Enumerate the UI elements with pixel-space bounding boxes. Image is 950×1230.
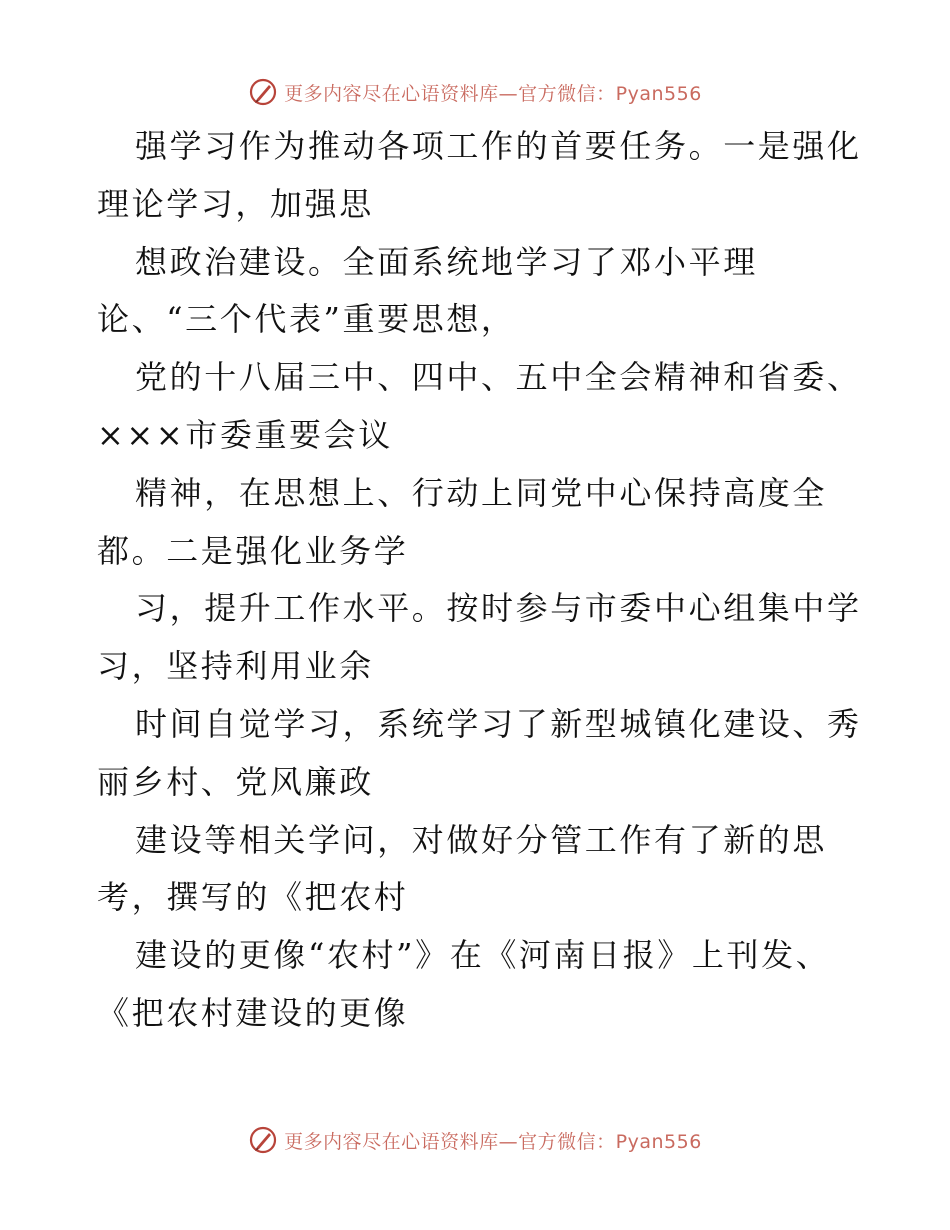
paragraph-line: 都。二是强化业务学 xyxy=(97,531,409,570)
paragraph-line: 党的十八届三中、四中、五中全会精神和省委、 xyxy=(135,358,862,397)
footer-text: 更多内容尽在心语资料库—官方微信：Pyan556 xyxy=(284,1130,702,1153)
paragraph-line: 习，提升工作水平。按时参与市委中心组集中学 xyxy=(135,589,862,628)
paragraph-line: 理论学习，加强思 xyxy=(97,184,374,223)
quill-pen-icon xyxy=(248,1125,278,1155)
paragraph-line: 建设的更像“农村”》在《河南日报》上刊发、 xyxy=(135,936,831,975)
paragraph-line: ×××市委重要会议 xyxy=(97,415,393,454)
paragraph-line: 《把农村建设的更像 xyxy=(97,993,409,1032)
paragraph-line: 习，坚持利用业余 xyxy=(97,647,374,686)
quill-pen-icon xyxy=(248,77,278,107)
header-banner xyxy=(0,72,950,112)
footer-banner xyxy=(0,1120,950,1160)
paragraph-line: 精神，在思想上、行动上同党中心保持高度全 xyxy=(135,473,828,512)
paragraph-line: 考，撰写的《把农村 xyxy=(97,878,409,917)
paragraph-line: 时间自觉学习，系统学习了新型城镇化建设、秀 xyxy=(135,704,862,743)
paragraph-line: 建设等相关学问，对做好分管工作有了新的思 xyxy=(135,820,828,859)
header-text: 更多内容尽在心语资料库—官方微信：Pyan556 xyxy=(284,82,702,105)
paragraph-line: 丽乡村、党风廉政 xyxy=(97,762,374,801)
paragraph-line: 论、“三个代表”重要思想， xyxy=(97,300,516,339)
paragraph-line: 想政治建设。全面系统地学习了邓小平理 xyxy=(135,242,758,281)
paragraph-line: 强学习作为推动各项工作的首要任务。一是强化 xyxy=(135,127,862,165)
document-body xyxy=(97,118,867,1043)
